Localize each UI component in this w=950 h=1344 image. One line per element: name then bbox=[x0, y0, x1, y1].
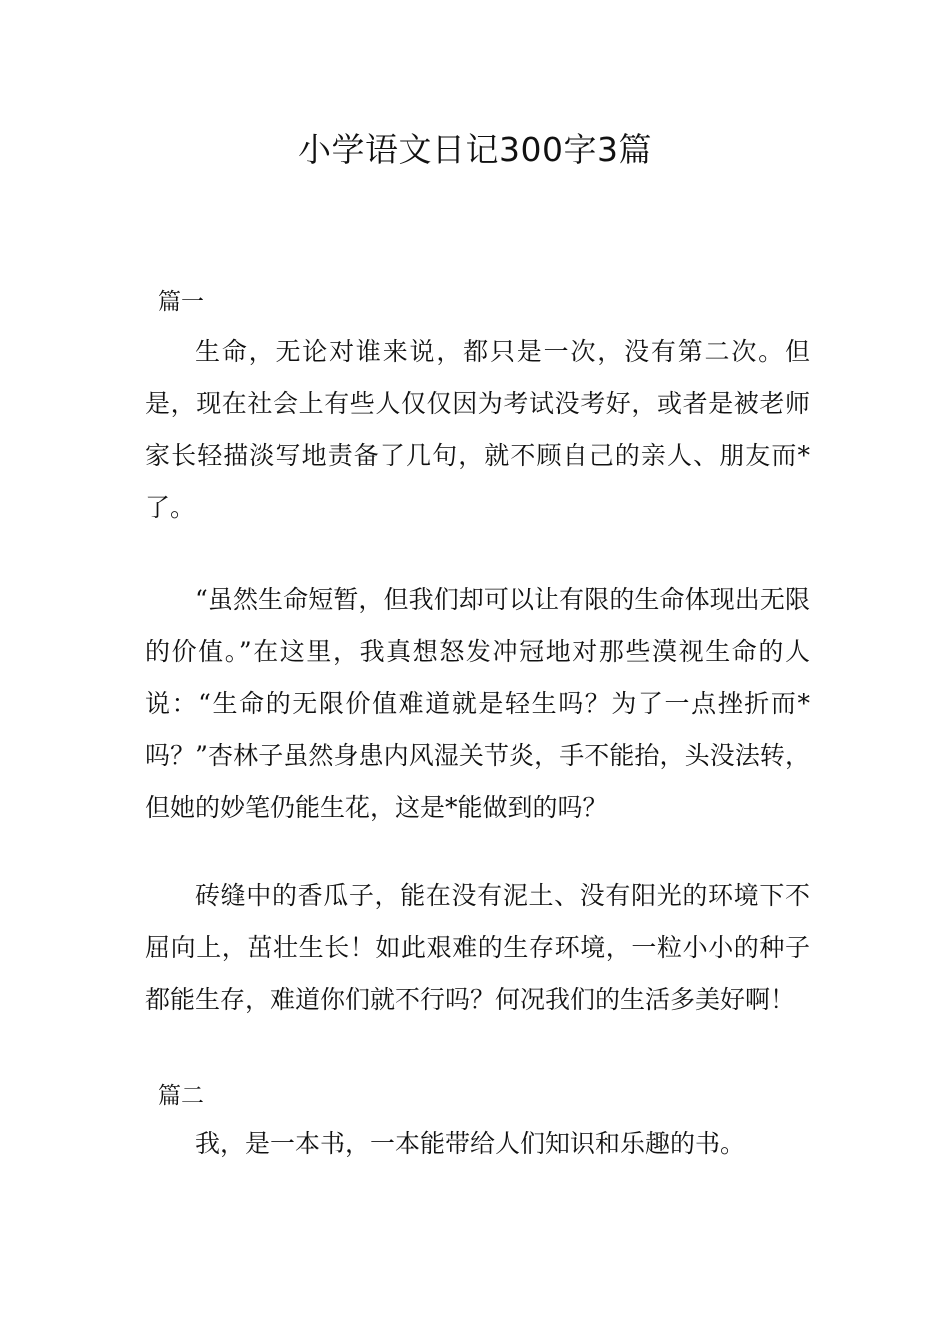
section-label-1: 篇一 bbox=[158, 289, 204, 315]
document-title: 小学语文日记300字3篇 bbox=[298, 130, 652, 169]
paragraph-4: 我，是一本书，一本能带给人们知识和乐趣的书。 bbox=[195, 1129, 746, 1158]
paragraph-2: “虽然生命短暂，但我们却可以让有限的生命体现出无限的价值。”在这里，我真想怒发冲冠地对那些漠视生命的人说：“生命的无限价值难道就是轻生吗？为了一点挫折而*吗？”杏林子虽然身患内风湿关节炎，手不能抬，头没法转，但她的妙笔仍能生花，这是*能做到的吗？ bbox=[145, 585, 810, 822]
section-label-2: 篇二 bbox=[158, 1083, 204, 1109]
paragraph-1: 生命，无论对谁来说，都只是一次，没有第二次。但是，现在社会上有些人仅仅因为考试没考好，或者是被老师家长轻描淡写地责备了几句，就不顾自己的亲人、朋友而*了。 bbox=[145, 337, 810, 522]
paragraph-3: 砖缝中的香瓜子，能在没有泥土、没有阳光的环境下不屈向上，茁壮生长！如此艰难的生存环境，一粒小小的种子都能生存，难道你们就不行吗？何况我们的生活多美好啊！ bbox=[145, 881, 810, 1014]
